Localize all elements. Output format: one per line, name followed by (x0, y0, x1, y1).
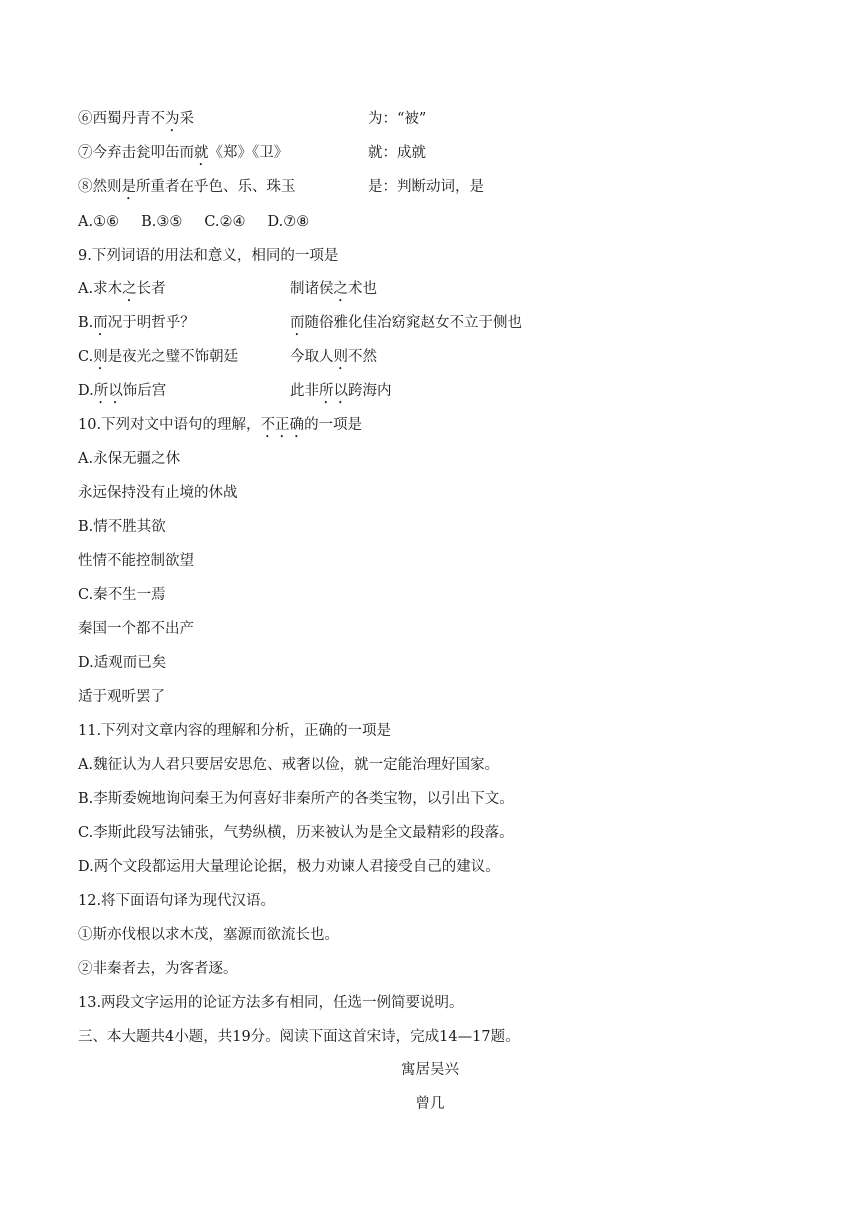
q9-row-d-left: D.所以饰后宫 (78, 383, 167, 399)
q10-option-a-gloss: 永远保持没有止境的休战 (78, 485, 238, 501)
q9-row-b-left: B.而况于明哲乎？ (78, 315, 195, 331)
q9-row-a-right: 制诸侯之术也 (290, 281, 377, 297)
q10-stem: 10.下列对文中语句的理解，不正确的一项是 (78, 417, 363, 433)
section3-heading: 三、本大题共4小题，共19分。阅读下面这首宋诗，完成14—17题。 (78, 1029, 520, 1045)
q8-option-a[interactable]: A.①⑥ (78, 214, 120, 230)
q10-option-b[interactable]: B.情不胜其欲 (78, 519, 166, 535)
q9-row-c-left: C.则是夜光之璧不饰朝廷 (78, 349, 239, 365)
poem-author: 曾几 (415, 1096, 445, 1112)
q9-row-d-right: 此非所以跨海内 (290, 383, 392, 399)
q8-item-7: ⑦今弃击瓮叩缶而就《郑》《卫》 (78, 145, 289, 161)
q9-row-a-left: A.求木之长者 (78, 281, 166, 297)
q11-stem: 11.下列对文章内容的理解和分析，正确的一项是 (78, 723, 392, 739)
q10-option-b-gloss: 性情不能控制欲望 (78, 553, 194, 569)
q10-option-c[interactable]: C.秦不生一焉 (78, 587, 166, 603)
q8-option-d[interactable]: D.⑦⑧ (267, 214, 310, 230)
q9-stem: 9.下列词语的用法和意义，相同的一项是 (78, 248, 339, 264)
q10-option-c-gloss: 秦国一个都不出产 (78, 621, 194, 637)
q8-option-b[interactable]: B.③⑤ (141, 214, 183, 230)
q12-sentence-2: ②非秦者去，为客者逐。 (78, 961, 238, 977)
q8-item-8: ⑧然则是所重者在乎色、乐、珠玉 (78, 179, 296, 195)
q11-option-b[interactable]: B.李斯委婉地询问秦王为何喜好非秦所产的各类宝物，以引出下文。 (78, 791, 514, 807)
q12-stem: 12.将下面语句译为现代汉语。 (78, 893, 276, 909)
q8-option-c[interactable]: C.②④ (204, 214, 246, 230)
q10-option-d[interactable]: D.适观而已矣 (78, 655, 167, 671)
q12-sentence-1: ①斯亦伐根以求木茂，塞源而欲流长也。 (78, 927, 339, 943)
q13-stem: 13.两段文字运用的论证方法多有相同，任选一例简要说明。 (78, 995, 464, 1011)
q10-option-d-gloss: 适于观听罢了 (78, 689, 165, 705)
q9-row-b-right: 而随俗雅化佳冶窈窕赵女不立于侧也 (290, 315, 522, 331)
q8-gloss-8: 是：判断动词，是 (368, 179, 484, 195)
q11-option-d[interactable]: D.两个文段都运用大量理论论据，极力劝谏人君接受自己的建议。 (78, 859, 500, 875)
poem-title: 寓居吴兴 (401, 1062, 459, 1078)
q10-option-a[interactable]: A.永保无疆之休 (78, 451, 181, 467)
q8-gloss-7: 就：成就 (368, 145, 426, 161)
q11-option-a[interactable]: A.魏征认为人君只要居安思危、戒奢以俭，就一定能治理好国家。 (78, 757, 500, 773)
q8-gloss-6: 为：“被” (368, 111, 427, 127)
q9-row-c-right: 今取人则不然 (290, 349, 377, 365)
q11-option-c[interactable]: C.李斯此段写法铺张，气势纵横，历来被认为是全文最精彩的段落。 (78, 825, 514, 841)
q8-options (78, 212, 331, 232)
q8-item-6: ⑥西蜀丹青不为采 (78, 111, 194, 127)
